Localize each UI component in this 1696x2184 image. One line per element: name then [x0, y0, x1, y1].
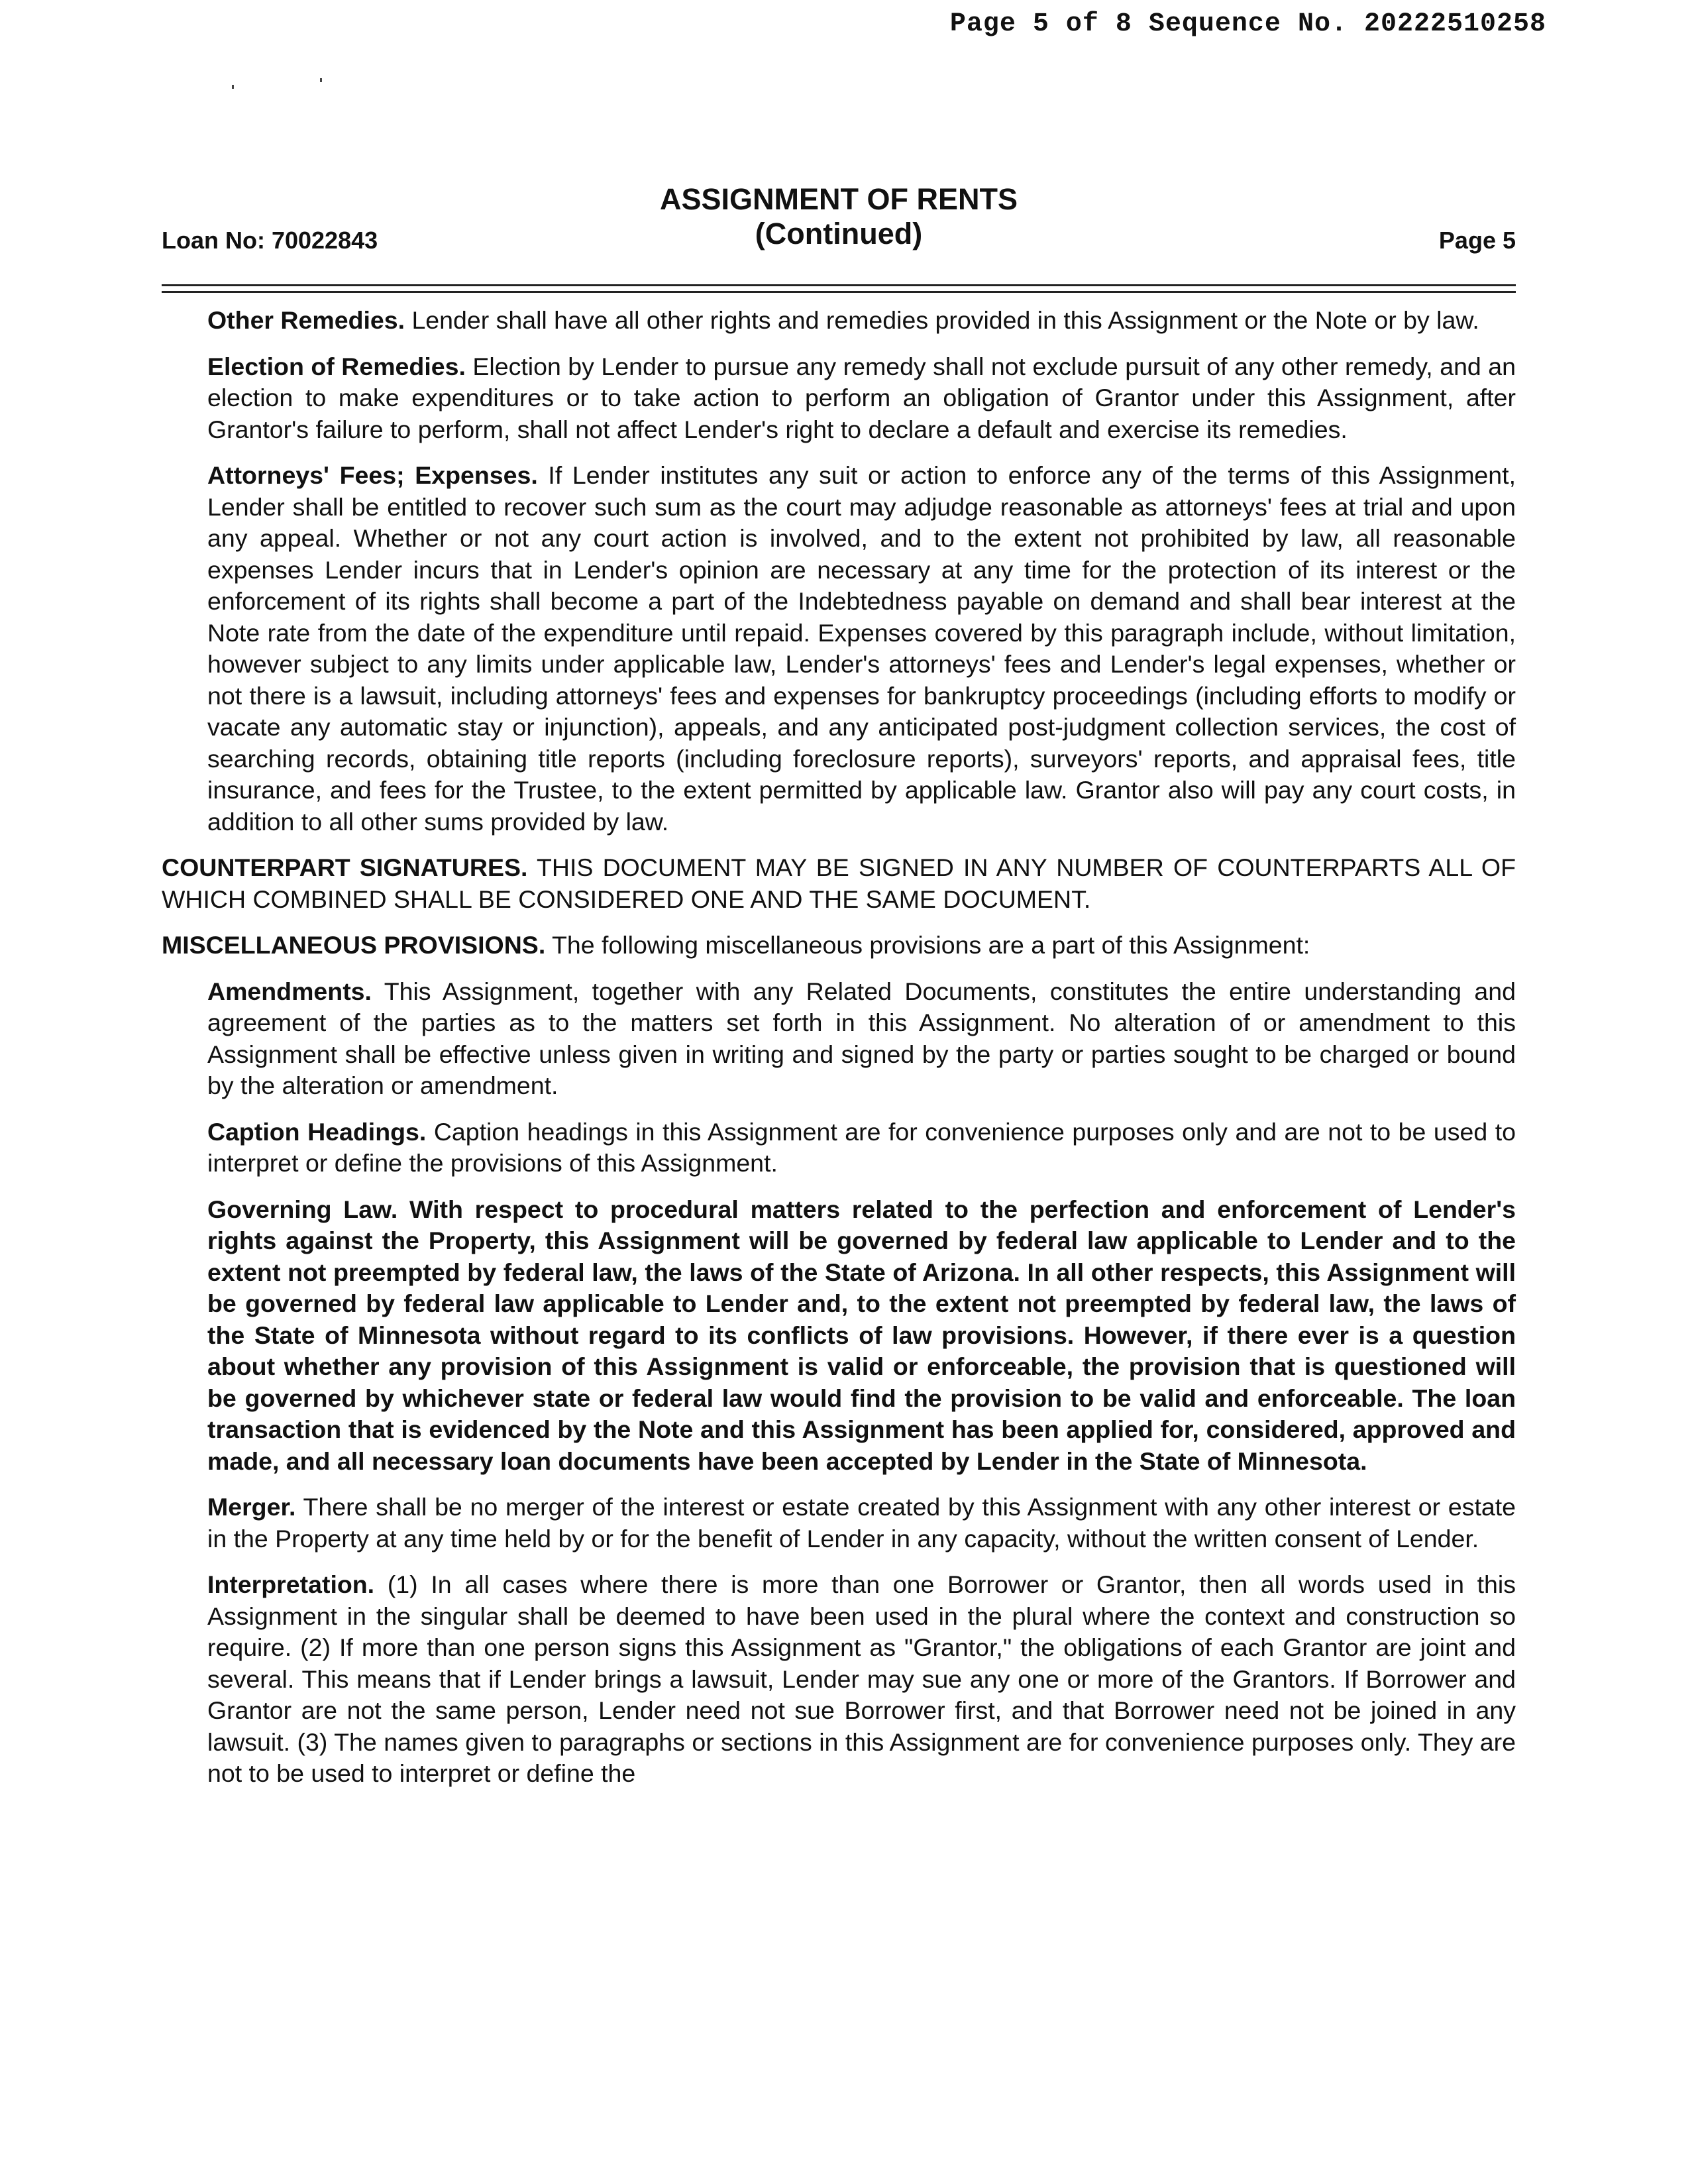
text-governing-law: With respect to procedural matters related to the perfection and enforcement of Lender's rights against the Property, this Assignment will be governed by federal law applicable to Lender and to the extent not preempted by federal law, the laws of the State of Arizona. In all other respects, this Assignment will be governed by federal law applicable to Lender and, to the extent not preempted by federal law, the laws of the State of Minnesota without regard to its conflicts of law provisions. However, if there ever is a question about whether any provision of this Assignment is valid or enforceable, the provision that is questioned will be governed by whichever state or federal law would find the provision to be valid and enforceable. The loan transaction that is evidenced by the Note and this Assignment has been applied for, considered, approved and made, and all necessary loan documents have been accepted by Lender in the State of Minnesota.: [207, 1195, 1516, 1475]
heading-other-remedies: Other Remedies.: [207, 306, 405, 334]
text-election-of-remedies: Election by Lender to pursue any remedy shall not exclude pursuit of any other remedy, and an election to make expenditures or to take action to perform an obligation of Grantor under this Assignment, after Grantor's failure to perform, shall not affect Lender's right to declare a default and exercise its remedies.: [207, 352, 1516, 443]
text-caption-headings: Caption headings in this Assignment are for convenience purposes only and are not to be used to interpret or define the provisions of this Assignment.: [207, 1117, 1516, 1177]
heading-governing-law: Governing Law.: [207, 1195, 398, 1223]
document-header: [162, 182, 1516, 258]
document-title: ASSIGNMENT OF RENTS: [659, 182, 1018, 216]
text-miscellaneous-provisions: The following miscellaneous provisions are a part of this Assignment:: [552, 931, 1310, 959]
page-number: Page 5: [1438, 227, 1516, 254]
paragraph-interpretation: [207, 1569, 1516, 1790]
heading-interpretation: Interpretation.: [207, 1570, 375, 1598]
loan-number: Loan No: 70022843: [162, 227, 378, 254]
heading-miscellaneous-provisions: MISCELLANEOUS PROVISIONS.: [162, 931, 546, 959]
header-rule-top: [162, 284, 1516, 286]
header-rule-bottom: [162, 291, 1516, 293]
heading-amendments: Amendments.: [207, 977, 372, 1005]
paragraph-governing-law: [207, 1194, 1516, 1478]
paragraph-caption-headings: [207, 1117, 1516, 1179]
scan-speck: [320, 78, 322, 82]
page-sequence-stamp: Page 5 of 8 Sequence No. 20222510258: [949, 9, 1546, 39]
heading-merger: Merger.: [207, 1493, 296, 1521]
paragraph-amendments: [207, 976, 1516, 1102]
paragraph-election-of-remedies: [207, 351, 1516, 446]
paragraph-other-remedies: [207, 305, 1516, 337]
paragraph-merger: [207, 1492, 1516, 1555]
text-amendments: This Assignment, together with any Related Documents, constitutes the entire understanding and agreement of the parties as to the matters set forth in this Assignment. No alteration of or amendment to this Assignment shall be effective unless given in writing and signed by the party or parties sought to be charged or bound by the alteration or amendment.: [207, 977, 1516, 1099]
paragraph-counterpart-signatures: [162, 852, 1516, 915]
heading-caption-headings: Caption Headings.: [207, 1117, 427, 1146]
heading-election-of-remedies: Election of Remedies.: [207, 352, 466, 380]
text-merger: There shall be no merger of the interest or estate created by this Assignment with any other interest or estate in the Property at any time held by or for the benefit of Lender in any capacity, without the written consent of Lender.: [207, 1493, 1516, 1553]
text-other-remedies: Lender shall have all other rights and remedies provided in this Assignment or the Note or by law.: [411, 306, 1479, 334]
document-subtitle: (Continued): [755, 217, 923, 250]
document-body: [162, 305, 1516, 1804]
scan-speck: [232, 85, 234, 89]
text-counterpart-signatures: THIS DOCUMENT MAY BE SIGNED IN ANY NUMBER OF COUNTERPARTS ALL OF WHICH COMBINED SHALL BE CONSIDERED ONE AND THE SAME DOCUMENT.: [162, 853, 1516, 913]
heading-counterpart-signatures: COUNTERPART SIGNATURES.: [162, 853, 528, 881]
paragraph-miscellaneous-provisions: [162, 930, 1516, 961]
text-interpretation: (1) In all cases where there is more than one Borrower or Grantor, then all words used in this Assignment in the singular shall be deemed to have been used in the plural where the context and construction so require. (2) If more than one person signs this Assignment as "Grantor," the obligations of each Grantor are joint and several. This means that if Lender brings a lawsuit, Lender may sue any one or more of the Grantors. If Borrower and Grantor are not the same person, Lender need not sue Borrower first, and that Borrower need not be joined in any lawsuit. (3) The names given to paragraphs or sections in this Assignment are for convenience purposes only. They are not to be used to interpret or define the: [207, 1570, 1516, 1787]
paragraph-attorneys-fees: [207, 460, 1516, 838]
text-attorneys-fees: If Lender institutes any suit or action to enforce any of the terms of this Assignment, Lender shall be entitled to recover such sum as the court may adjudge reasonable as attorneys' fees at trial and upon any appeal. Whether or not any court action is involved, and to the extent not prohibited by law, all reasonable expenses Lender incurs that in Lender's opinion are necessary at any time for the protection of its interest or the enforcement of its rights shall become a part of the Indebtedness payable on demand and shall bear interest at the Note rate from the date of the expenditure until repaid. Expenses covered by this paragraph include, without limitation, however subject to any limits under applicable law, Lender's attorneys' fees and Lender's legal expenses, whether or not there is a lawsuit, including attorneys' fees and expenses for bankruptcy proceedings (including efforts to modify or vacate any automatic stay or injunction), appeals, and any anticipated post-judgment collection services, the cost of searching records, obtaining title reports (including foreclosure reports), surveyors' reports, and appraisal fees, title insurance, and fees for the Trustee, to the extent permitted by applicable law. Grantor also will pay any court costs, in addition to all other sums provided by law.: [207, 461, 1516, 836]
heading-attorneys-fees: Attorneys' Fees; Expenses.: [207, 461, 538, 489]
